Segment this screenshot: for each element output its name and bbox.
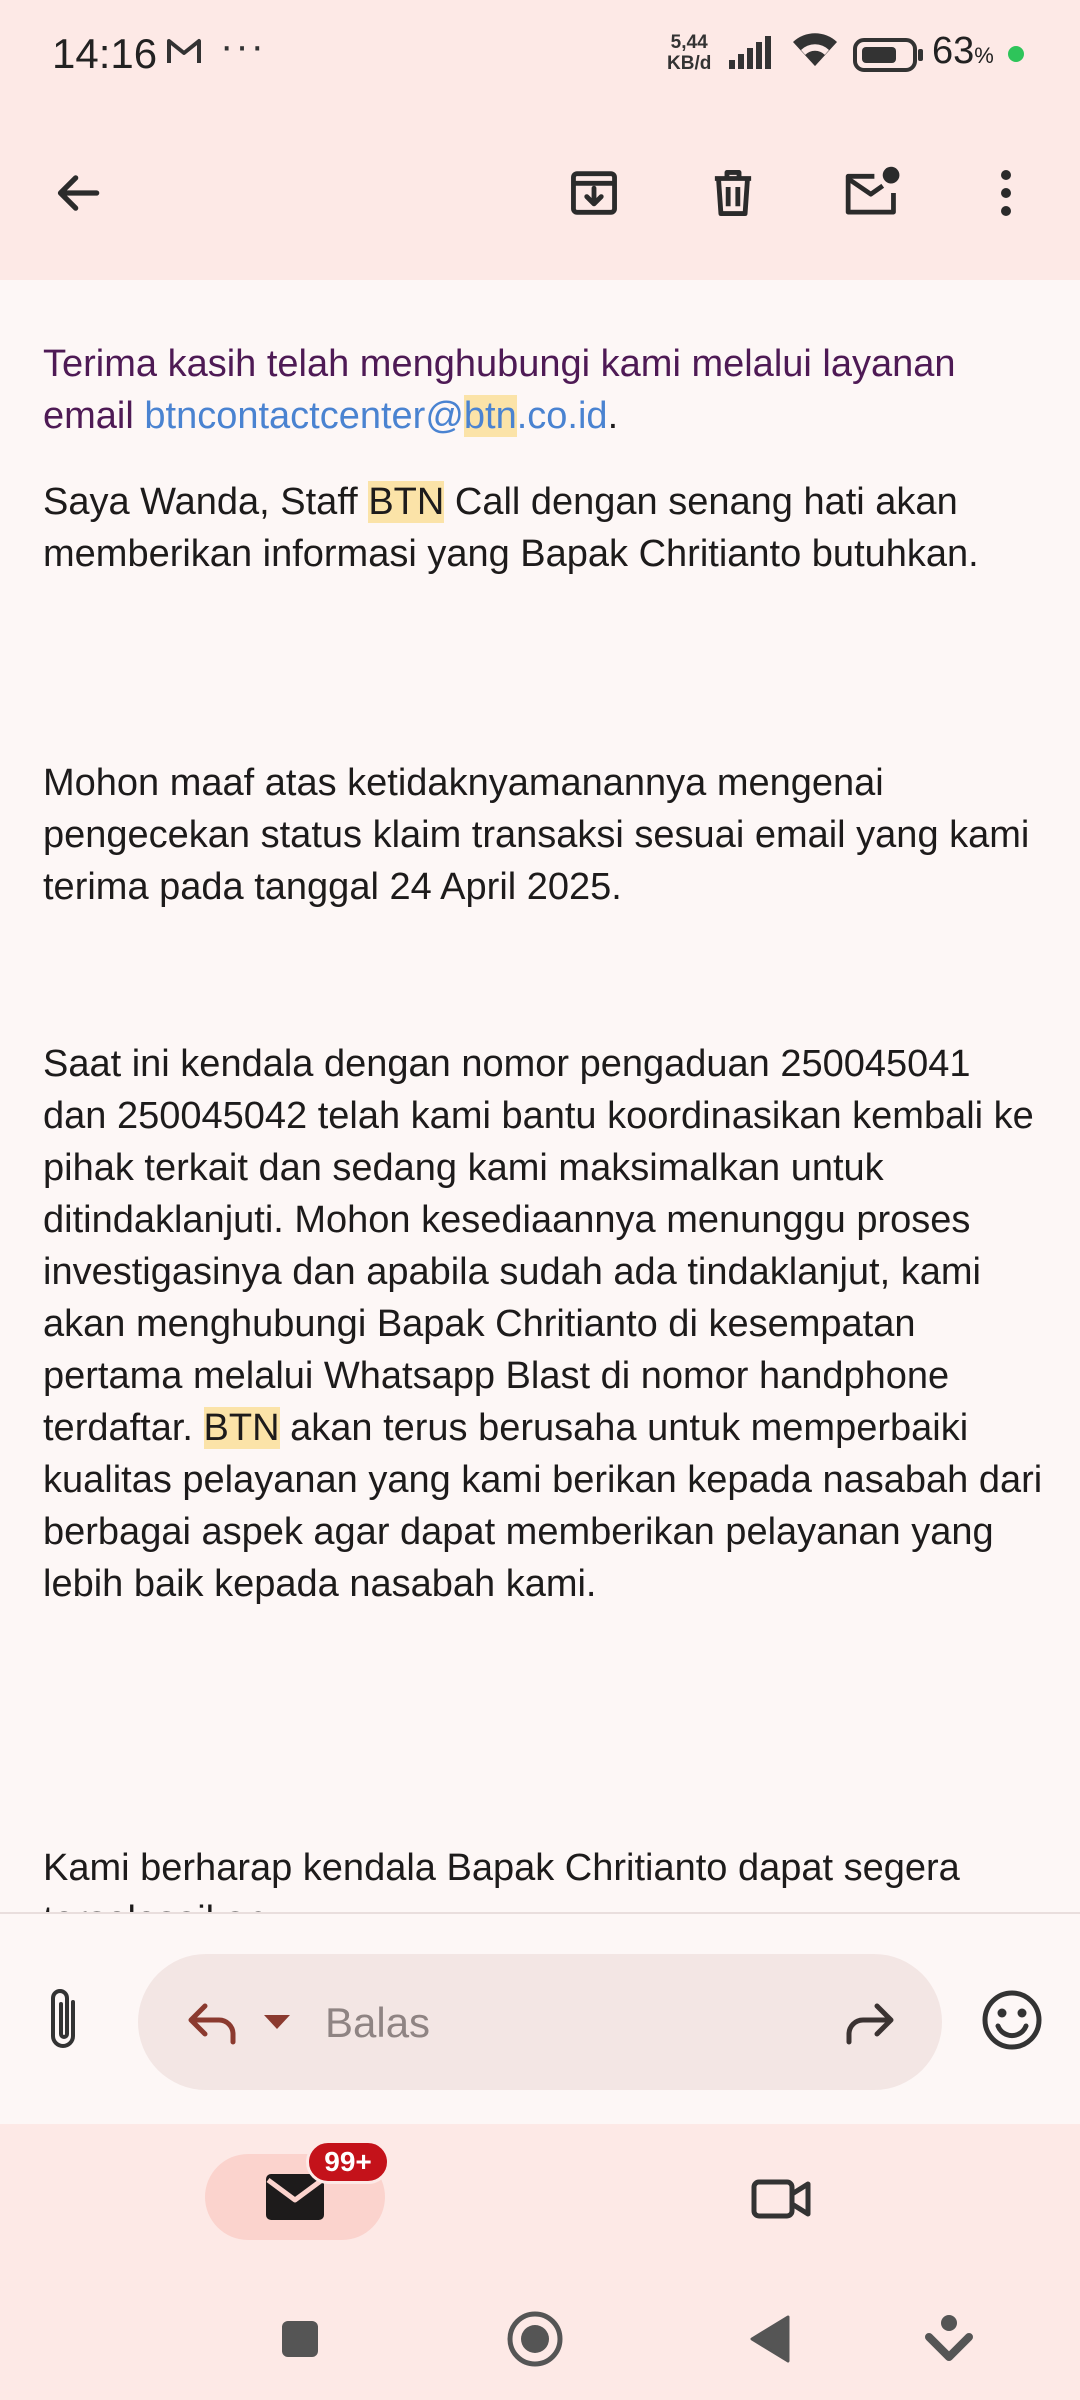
email-paragraph-2: Mohon maaf atas ketidaknyamanannya mengenai pengecekan status klaim transaksi sesuai email yang kami terima pada tanggal 24 April 2025.: [43, 762, 1030, 908]
meet-video-icon[interactable]: [742, 2164, 822, 2234]
reply-bar: [0, 1914, 1080, 2124]
mark-unread-icon[interactable]: [834, 155, 910, 231]
wifi-icon: [790, 30, 840, 75]
signal-icon: [727, 36, 775, 75]
recents-square-icon[interactable]: [265, 2304, 335, 2374]
hide-nav-chevron-icon[interactable]: [914, 2304, 984, 2374]
more-notifications-icon: ···: [220, 24, 266, 68]
delete-icon[interactable]: [695, 155, 771, 231]
forward-icon[interactable]: [834, 1988, 904, 2058]
more-vert-icon[interactable]: [968, 155, 1044, 231]
email-intro: Terima kasih telah menghubungi kami melalui layanan email btncontactcenter@btn.co.id.: [43, 343, 956, 437]
archive-icon[interactable]: [556, 155, 632, 231]
email-body: [0, 280, 1080, 1915]
back-triangle-icon[interactable]: [735, 2304, 805, 2374]
email-link[interactable]: btncontactcenter@btn.co.id: [144, 395, 608, 437]
email-paragraph-4: Kami berharap kendala Bapak Chritianto dapat segera: [43, 1847, 960, 1889]
battery-percent: 63%: [932, 30, 994, 72]
status-bar: [0, 0, 1080, 105]
email-paragraph-1: Saya Wanda, Staff BTN Call dengan senang hati akan memberikan informasi yang Bapak Chritianto butuhkan.: [43, 481, 979, 575]
unread-badge: 99+: [306, 2140, 390, 2184]
home-circle-icon[interactable]: [500, 2304, 570, 2374]
email-paragraph-3: Saat ini kendala dengan nomor pengaduan 250045041 dan 250045042 telah kami bantu koordinasikan kembali ke pihak terkait dan sedang kami maksimalkan untuk ditindaklanjuti. Mohon kesediaannya menunggu proses investigasinya dan apabila sudah ada tindaklanjut, kami akan menghubungi Bapak Chritianto di kesempatan pertama melalui Whatsapp Blast di nomor handphone terdaftar. BTN akan terus berusaha untuk memperbaiki kualitas pelayanan yang kami berikan kepada nasabah dari berbagai aspek agar dapat memberikan pelayanan yang lebih baik kepada nasabah kami.: [43, 1043, 1043, 1605]
gmail-icon: [166, 36, 202, 71]
reply-options-dropdown-icon[interactable]: [262, 2012, 292, 2037]
network-speed: 5,44 KB/d: [667, 32, 712, 74]
attach-icon[interactable]: [30, 1984, 100, 2054]
back-arrow-icon[interactable]: [40, 155, 116, 231]
battery-icon: [853, 38, 925, 77]
status-time: 14:16: [52, 30, 158, 77]
emoji-icon[interactable]: [976, 1984, 1048, 2056]
reply-compose-pill[interactable]: [138, 1954, 942, 2090]
reply-icon[interactable]: [178, 1988, 248, 2058]
reply-input[interactable]: [323, 1990, 777, 2056]
privacy-indicator-dot: [1008, 46, 1024, 62]
bottom-navigation: [0, 2124, 1080, 2400]
top-app-bar: [0, 105, 1080, 280]
